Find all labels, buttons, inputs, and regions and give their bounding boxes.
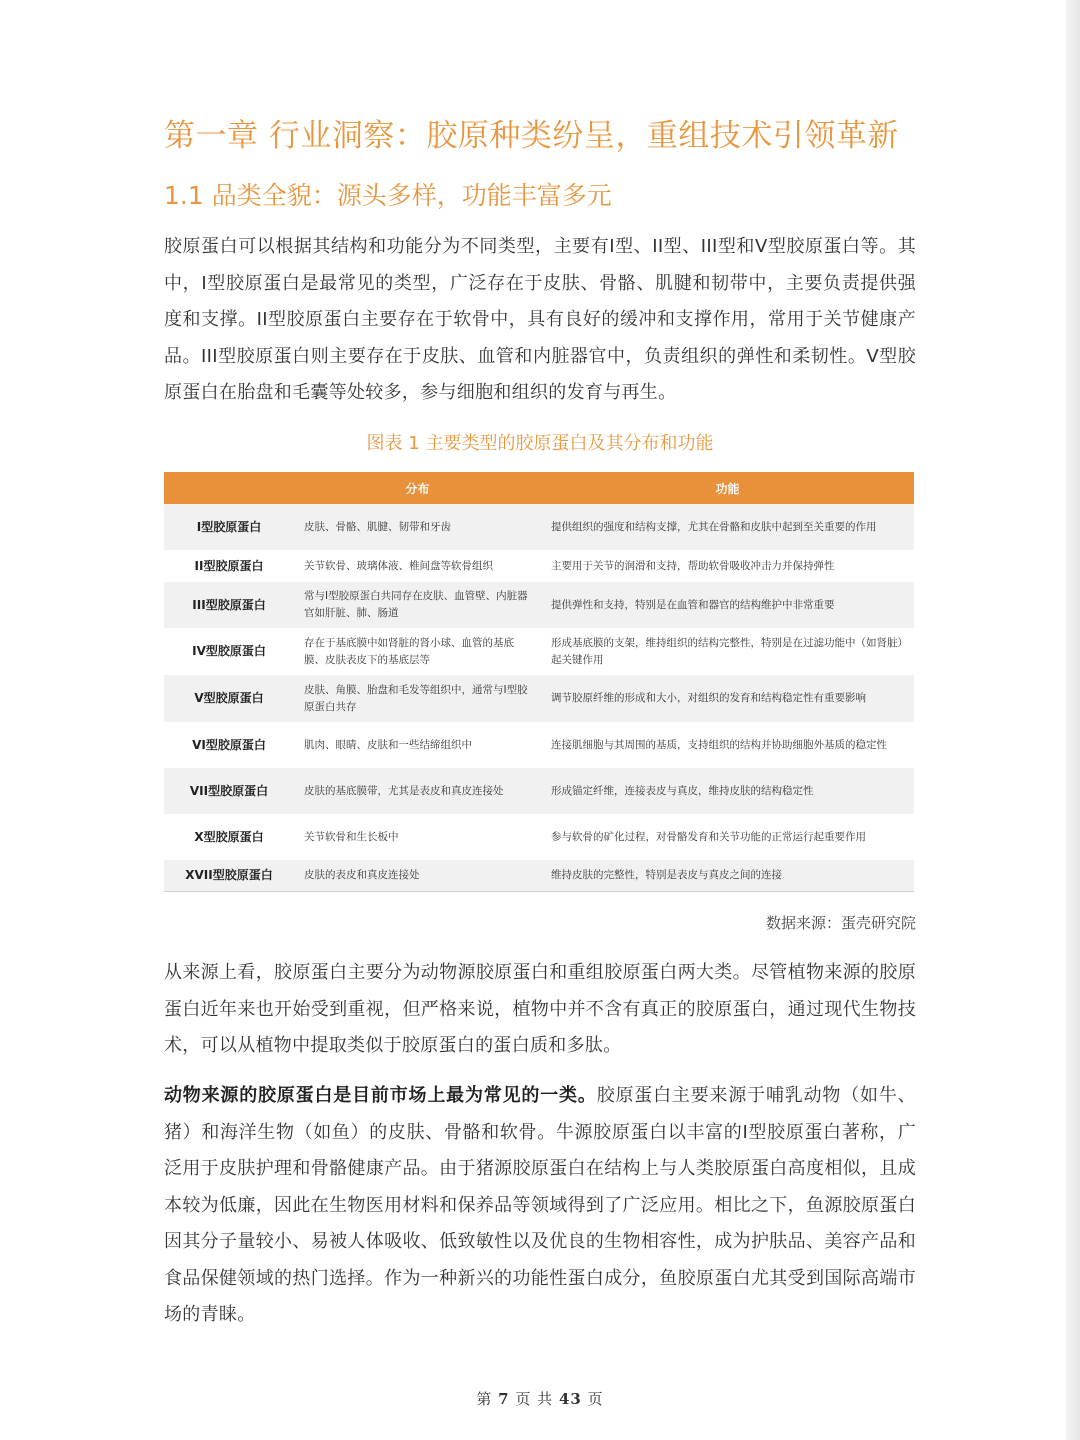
current-page-number: 7 <box>498 1390 510 1408</box>
table-header-row <box>164 472 914 504</box>
footer-prefix: 第 <box>476 1390 493 1408</box>
distribution-cell: 存在于基底膜中如肾脏的肾小球、血管的基底膜、皮肤表皮下的基底层等 <box>294 628 541 675</box>
distribution-cell: 皮肤、骨骼、肌腱、韧带和牙齿 <box>294 504 541 550</box>
function-cell: 形成锚定纤维，连接表皮与真皮，维持皮肤的结构稳定性 <box>541 768 914 814</box>
header-function: 功能 <box>541 472 914 504</box>
intro-paragraph: 胶原蛋白可以根据其结构和功能分为不同类型，主要有I型、II型、III型和V型胶原蛋白等。其中，I型胶原蛋白是最常见的类型，广泛存在于皮肤、骨骼、肌腱和韧带中，主要负责提供强度和支撑。II型胶原蛋白主要存在于软骨中，具有良好的缓冲和支撑作用，常用于关节健康产品。III型胶原蛋白则主要存在于皮肤、血管和内脏器官中，负责组织的弹性和柔韧性。V型胶原蛋白在胎盘和毛囊等处较多，参与细胞和组织的发育与再生。 <box>164 236 916 403</box>
source-paragraph: 从来源上看，胶原蛋白主要分为动物源胶原蛋白和重组胶原蛋白两大类。尽管植物来源的胶原蛋白近年来也开始受到重视，但严格来说，植物中并不含有真正的胶原蛋白，通过现代生物技术，可以从植物中提取类似于胶原蛋白的蛋白质和多肽。 <box>164 962 916 1056</box>
type-cell: XVII型胶原蛋白 <box>164 860 294 891</box>
table-row <box>164 814 914 860</box>
table-row <box>164 768 914 814</box>
type-cell: III型胶原蛋白 <box>164 582 294 628</box>
function-cell: 调节胶原纤维的形成和大小，对组织的发育和结构稳定性有重要影响 <box>541 675 914 722</box>
function-cell: 主要用于关节的润滑和支持，帮助软骨吸收冲击力并保持弹性 <box>541 550 914 582</box>
collagen-types-table <box>164 472 914 892</box>
total-page-count: 43 <box>558 1390 582 1408</box>
page-edge-shadow <box>1066 0 1080 1440</box>
distribution-cell: 皮肤的表皮和真皮连接处 <box>294 860 541 891</box>
function-cell: 参与软骨的矿化过程，对骨骼发育和关节功能的正常运行起重要作用 <box>541 814 914 860</box>
distribution-cell: 肌肉、眼睛、皮肤和一些结缔组织中 <box>294 722 541 768</box>
data-source-note: 数据来源：蛋壳研究院 <box>765 914 916 932</box>
type-cell: I型胶原蛋白 <box>164 504 294 550</box>
table-row <box>164 504 914 550</box>
function-cell: 形成基底膜的支架，维持组织的结构完整性，特别是在过滤功能中（如肾脏）起关键作用 <box>541 628 914 675</box>
animal-source-lead: 动物来源的胶原蛋白是目前市场上最为常见的一类。 <box>164 1085 597 1106</box>
distribution-cell: 关节软骨和生长板中 <box>294 814 541 860</box>
type-cell: IV型胶原蛋白 <box>164 628 294 675</box>
footer-suffix: 页 <box>587 1390 604 1408</box>
distribution-cell: 皮肤的基底膜带，尤其是表皮和真皮连接处 <box>294 768 541 814</box>
distribution-cell: 关节软骨、玻璃体液、椎间盘等软骨组织 <box>294 550 541 582</box>
table-row <box>164 860 914 891</box>
type-cell: V型胶原蛋白 <box>164 675 294 722</box>
function-cell: 提供组织的强度和结构支撑，尤其在骨骼和皮肤中起到至关重要的作用 <box>541 504 914 550</box>
table-row <box>164 550 914 582</box>
type-cell: VI型胶原蛋白 <box>164 722 294 768</box>
header-type <box>164 472 294 504</box>
chapter-title: 第一章 行业洞察：胶原种类纷呈，重组技术引领革新 <box>164 118 899 154</box>
animal-source-paragraph <box>164 1078 916 1334</box>
page-footer <box>0 1388 1080 1409</box>
table-row <box>164 722 914 768</box>
section-title: 1.1 品类全貌：源头多样，功能丰富多元 <box>164 181 612 210</box>
function-cell: 提供弹性和支持，特别是在血管和器官的结构维护中非常重要 <box>541 582 914 628</box>
distribution-cell: 常与I型胶原蛋白共同存在皮肤、血管壁、内脏器官如肝脏、肺、肠道 <box>294 582 541 628</box>
animal-source-body: 胶原蛋白主要来源于哺乳动物（如牛、猪）和海洋生物（如鱼）的皮肤、骨骼和软骨。牛源胶原蛋白以丰富的I型胶原蛋白著称，广泛用于皮肤护理和骨骼健康产品。由于猪源胶原蛋白在结构上与人类胶原蛋白高度相似，且成本较为低廉，因此在生物医用材料和保养品等领域得到了广泛应用。相比之下，鱼源胶原蛋白因其分子量较小、易被人体吸收、低致敏性以及优良的生物相容性，成为护肤品、美容产品和食品保健领域的热门选择。作为一种新兴的功能性蛋白成分，鱼胶原蛋白尤其受到国际高端市场的青睐。 <box>164 1085 916 1325</box>
type-cell: VII型胶原蛋白 <box>164 768 294 814</box>
header-distribution: 分布 <box>294 472 541 504</box>
type-cell: II型胶原蛋白 <box>164 550 294 582</box>
footer-middle: 页 共 <box>515 1390 554 1408</box>
table-row <box>164 582 914 628</box>
table-row <box>164 628 914 675</box>
distribution-cell: 皮肤、角膜、胎盘和毛发等组织中，通常与I型胶原蛋白共存 <box>294 675 541 722</box>
function-cell: 连接肌细胞与其周围的基质，支持组织的结构并协助细胞外基质的稳定性 <box>541 722 914 768</box>
figure-caption: 图表 1 主要类型的胶原蛋白及其分布和功能 <box>366 433 714 454</box>
table-row <box>164 675 914 722</box>
type-cell: X型胶原蛋白 <box>164 814 294 860</box>
function-cell: 维持皮肤的完整性，特别是表皮与真皮之间的连接 <box>541 860 914 891</box>
